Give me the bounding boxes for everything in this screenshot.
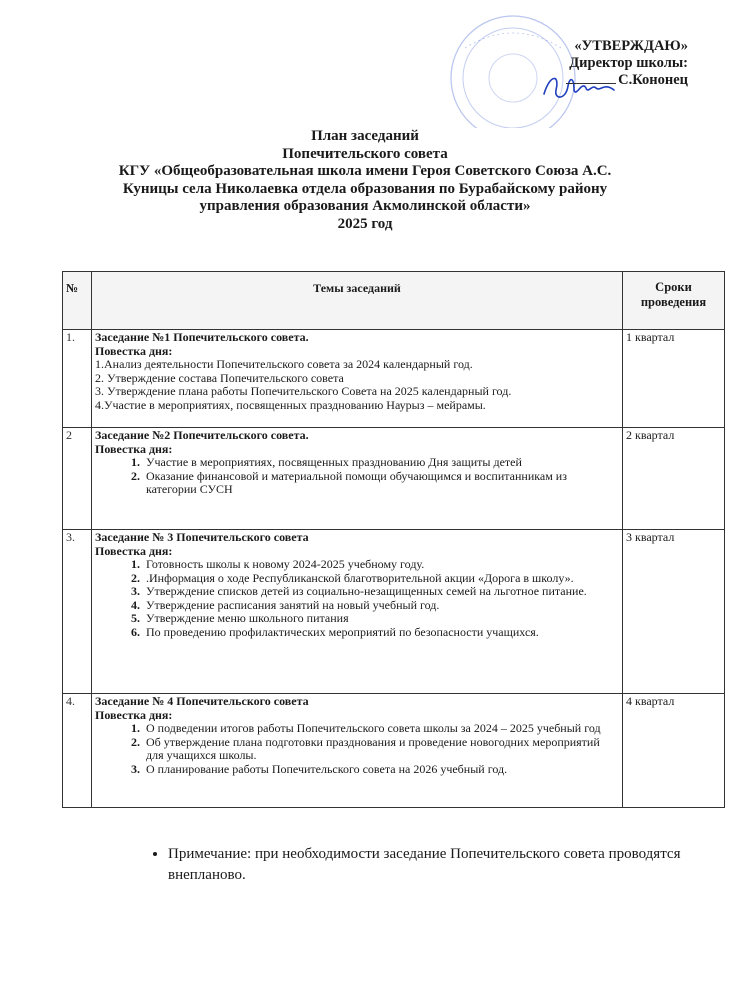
approval-signer-line bbox=[566, 72, 688, 89]
title-line-4: Куницы села Николаевка отдела образования по Бурабайскому району bbox=[122, 180, 608, 197]
table-row bbox=[63, 428, 725, 530]
row-number: 4. bbox=[63, 694, 92, 808]
meeting-title: Заседание № 3 Попечительского совета bbox=[95, 530, 309, 544]
row-term: 3 квартал bbox=[623, 530, 725, 694]
agenda-label: Повестка дня: bbox=[95, 707, 173, 722]
meeting-title: Заседание №1 Попечительского совета. bbox=[95, 330, 309, 344]
agenda-item: 6. По проведению профилактических мероприятий по безопасности учащихся. bbox=[143, 626, 619, 640]
note-block bbox=[148, 844, 688, 886]
approval-position: Директор школы: bbox=[569, 55, 688, 71]
signature-line bbox=[566, 83, 616, 84]
title-line-5: управления образования Акмолинской области» bbox=[199, 198, 531, 214]
agenda-list bbox=[95, 456, 619, 497]
table-header-row bbox=[63, 272, 725, 330]
approval-heading: «УТВЕРЖДАЮ» bbox=[574, 38, 688, 54]
approval-block bbox=[566, 38, 688, 89]
meeting-title: Заседание № 4 Попечительского совета bbox=[95, 694, 309, 708]
title-line-1: План заседаний bbox=[311, 128, 419, 144]
row-topic bbox=[92, 694, 623, 808]
row-topic bbox=[92, 330, 623, 428]
approval-signer: С.Кононец bbox=[618, 72, 688, 88]
row-number: 3. bbox=[63, 530, 92, 694]
agenda-item: 1. О подведении итогов работы Попечительского совета школы за 2024 – 2025 учебный год bbox=[143, 722, 619, 736]
row-number: 2 bbox=[63, 428, 92, 530]
meeting-title: Заседание №2 Попечительского совета. bbox=[95, 428, 309, 442]
agenda-item: 2. Об утверждение плана подготовки празднования и проведение новогодних мероприятий для учащихся школы. bbox=[143, 736, 619, 763]
table-row bbox=[63, 694, 725, 808]
agenda-item: 3. О планирование работы Попечительского совета на 2026 учебный год. bbox=[143, 763, 619, 777]
row-topic bbox=[92, 530, 623, 694]
row-number: 1. bbox=[63, 330, 92, 428]
agenda-label: Повестка дня: bbox=[95, 343, 173, 358]
agenda-item: 3. Утверждение списков детей из социально-незащищенных семей на льготное питание. bbox=[143, 585, 619, 599]
row-term: 1 квартал bbox=[623, 330, 725, 428]
agenda-item: 1. Готовность школы к новому 2024-2025 учебному году. bbox=[143, 558, 619, 572]
row-topic bbox=[92, 428, 623, 530]
title-line-2: Попечительского совета bbox=[282, 145, 448, 162]
agenda-item: 4. Утверждение расписания занятий на новый учебный год. bbox=[143, 599, 619, 613]
row-term: 4 квартал bbox=[623, 694, 725, 808]
table-row bbox=[63, 530, 725, 694]
table-row bbox=[63, 330, 725, 428]
agenda-item: 5. Утверждение меню школьного питания bbox=[143, 612, 619, 626]
agenda-item: 4.Участие в мероприятиях, посвященных празднованию Наурыз – мейрамы. bbox=[95, 397, 486, 412]
agenda-item: 2. Утверждение состава Попечительского совета bbox=[95, 370, 344, 385]
document-title bbox=[70, 128, 660, 233]
agenda-item: 2. .Информация о ходе Республиканской благотворительной акции «Дорога в школу». bbox=[143, 572, 619, 586]
agenda-list bbox=[95, 558, 619, 639]
header-topics: Темы заседаний bbox=[92, 272, 623, 330]
row-term: 2 квартал bbox=[623, 428, 725, 530]
agenda-item: 1.Анализ деятельности Попечительского совета за 2024 календарный год. bbox=[95, 357, 473, 371]
agenda-item: 1. Участие в мероприятиях, посвященных празднованию Дня защиты детей bbox=[143, 456, 619, 470]
meetings-table bbox=[62, 271, 725, 808]
header-term: Сроки проведения bbox=[623, 272, 725, 330]
agenda-list bbox=[95, 722, 619, 776]
agenda-label: Повестка дня: bbox=[95, 441, 173, 456]
agenda-item: 3. Утверждение плана работы Попечительского Совета на 2025 календарный год. bbox=[95, 384, 512, 398]
agenda-label: Повестка дня: bbox=[95, 543, 173, 558]
header-number: № bbox=[63, 272, 92, 330]
title-line-3: КГУ «Общеобразовательная школа имени Героя Советского Союза А.С. bbox=[118, 163, 612, 179]
title-line-6: 2025 год bbox=[337, 215, 393, 232]
note-text: • Примечание: при необходимости заседание Попечительского совета проводятся внепланово. bbox=[168, 844, 688, 886]
note-list bbox=[148, 844, 688, 886]
agenda-item: 2. Оказание финансовой и материальной помощи обучающимся и воспитанникам из категории СУСН bbox=[143, 470, 619, 497]
